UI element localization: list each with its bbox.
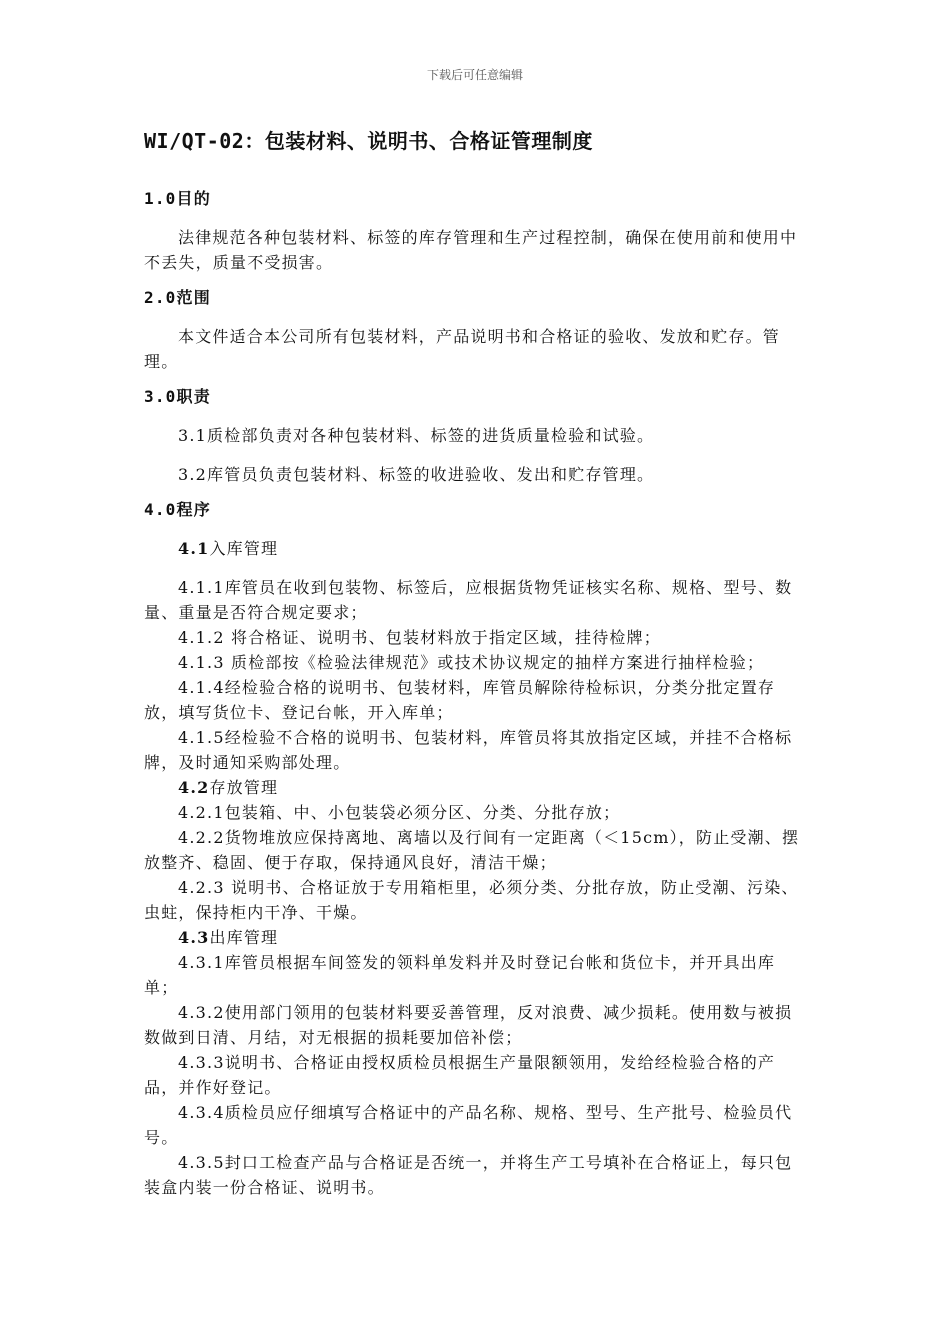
subsection-label: 出库管理 bbox=[209, 928, 279, 947]
paragraph: 4.3.5封口工检查产品与合格证是否统一，并将生产工号填补在合格证上，每只包装盒内装一份合格证、说明书。 bbox=[144, 1153, 793, 1197]
section-heading-procedure: 4.0程序 bbox=[144, 500, 211, 519]
subsection-number: 4.1 bbox=[178, 539, 210, 558]
paragraph: 4.1.4经检验合格的说明书、包装材料，库管员解除待检标识，分类分批定置存放，填写货位卡、登记台帐，开入库单； bbox=[144, 678, 776, 722]
section-heading-purpose: 1.0目的 bbox=[144, 189, 211, 208]
paragraph: 4.1.5经检验不合格的说明书、包装材料，库管员将其放指定区域，并挂不合格标牌，及时通知采购部处理。 bbox=[144, 728, 793, 772]
page-header: 下载后可任意编辑 bbox=[426, 68, 523, 82]
paragraph: 3.1质检部负责对各种包装材料、标签的进货质量检验和试验。 bbox=[178, 426, 655, 445]
paragraph: 本文件适合本公司所有包装材料，产品说明书和合格证的验收、发放和贮存。管理。 bbox=[144, 327, 781, 371]
subsection-number: 4.2 bbox=[178, 778, 210, 797]
subsection-heading-storage bbox=[144, 775, 808, 800]
paragraph: 4.2.1包装箱、中、小包装袋必须分区、分类、分批存放； bbox=[178, 803, 621, 822]
paragraph: 4.1.1库管员在收到包装物、标签后，应根据货物凭证核实名称、规格、型号、数量、重量是否符合规定要求； bbox=[144, 578, 793, 622]
paragraph: 4.3.2使用部门领用的包装材料要妥善管理，反对浪费、减少损耗。使用数与被损数做到日清、月结，对无根据的损耗要加倍补偿； bbox=[144, 1003, 793, 1047]
paragraph: 4.3.3说明书、合格证由授权质检员根据生产量限额领用，发给经检验合格的产品，并作好登记。 bbox=[144, 1053, 776, 1097]
section-heading-scope: 2.0范围 bbox=[144, 288, 211, 307]
paragraph: 4.3.4质检员应仔细填写合格证中的产品名称、规格、型号、生产批号、检验员代号。 bbox=[144, 1103, 793, 1147]
document-title: WI/QT-02：包装材料、说明书、合格证管理制度 bbox=[144, 129, 593, 153]
paragraph: 3.2库管员负责包装材料、标签的收进验收、发出和贮存管理。 bbox=[178, 465, 655, 484]
paragraph: 4.2.2货物堆放应保持离地、离墙以及行间有一定距离（＜15cm），防止受潮、摆放整齐、稳固、便于存取，保持通风良好，清洁干燥； bbox=[144, 828, 800, 872]
paragraph: 4.1.2 将合格证、说明书、包装材料放于指定区域，挂待检牌； bbox=[178, 628, 661, 647]
paragraph: 4.2.3 说明书、合格证放于专用箱柜里，必须分类、分批存放，防止受潮、污染、虫蛀，保持柜内干净、干燥。 bbox=[144, 878, 799, 922]
subsection-heading-outbound bbox=[144, 925, 808, 950]
paragraph: 4.3.1库管员根据车间签发的领料单发料并及时登记台帐和货位卡，并开具出库单； bbox=[144, 953, 776, 997]
subsection-label: 存放管理 bbox=[209, 778, 279, 797]
paragraph: 法律规范各种包装材料、标签的库存管理和生产过程控制，确保在使用前和使用中不丢失，质量不受损害。 bbox=[144, 228, 798, 272]
subsection-number: 4.3 bbox=[178, 928, 210, 947]
subsection-heading-inbound bbox=[144, 536, 808, 561]
section-heading-responsibility: 3.0职责 bbox=[144, 387, 211, 406]
paragraph: 4.1.3 质检部按《检验法律规范》或技术协议规定的抽样方案进行抽样检验； bbox=[178, 653, 765, 672]
document-body bbox=[144, 186, 808, 1200]
subsection-label: 入库管理 bbox=[209, 539, 279, 558]
